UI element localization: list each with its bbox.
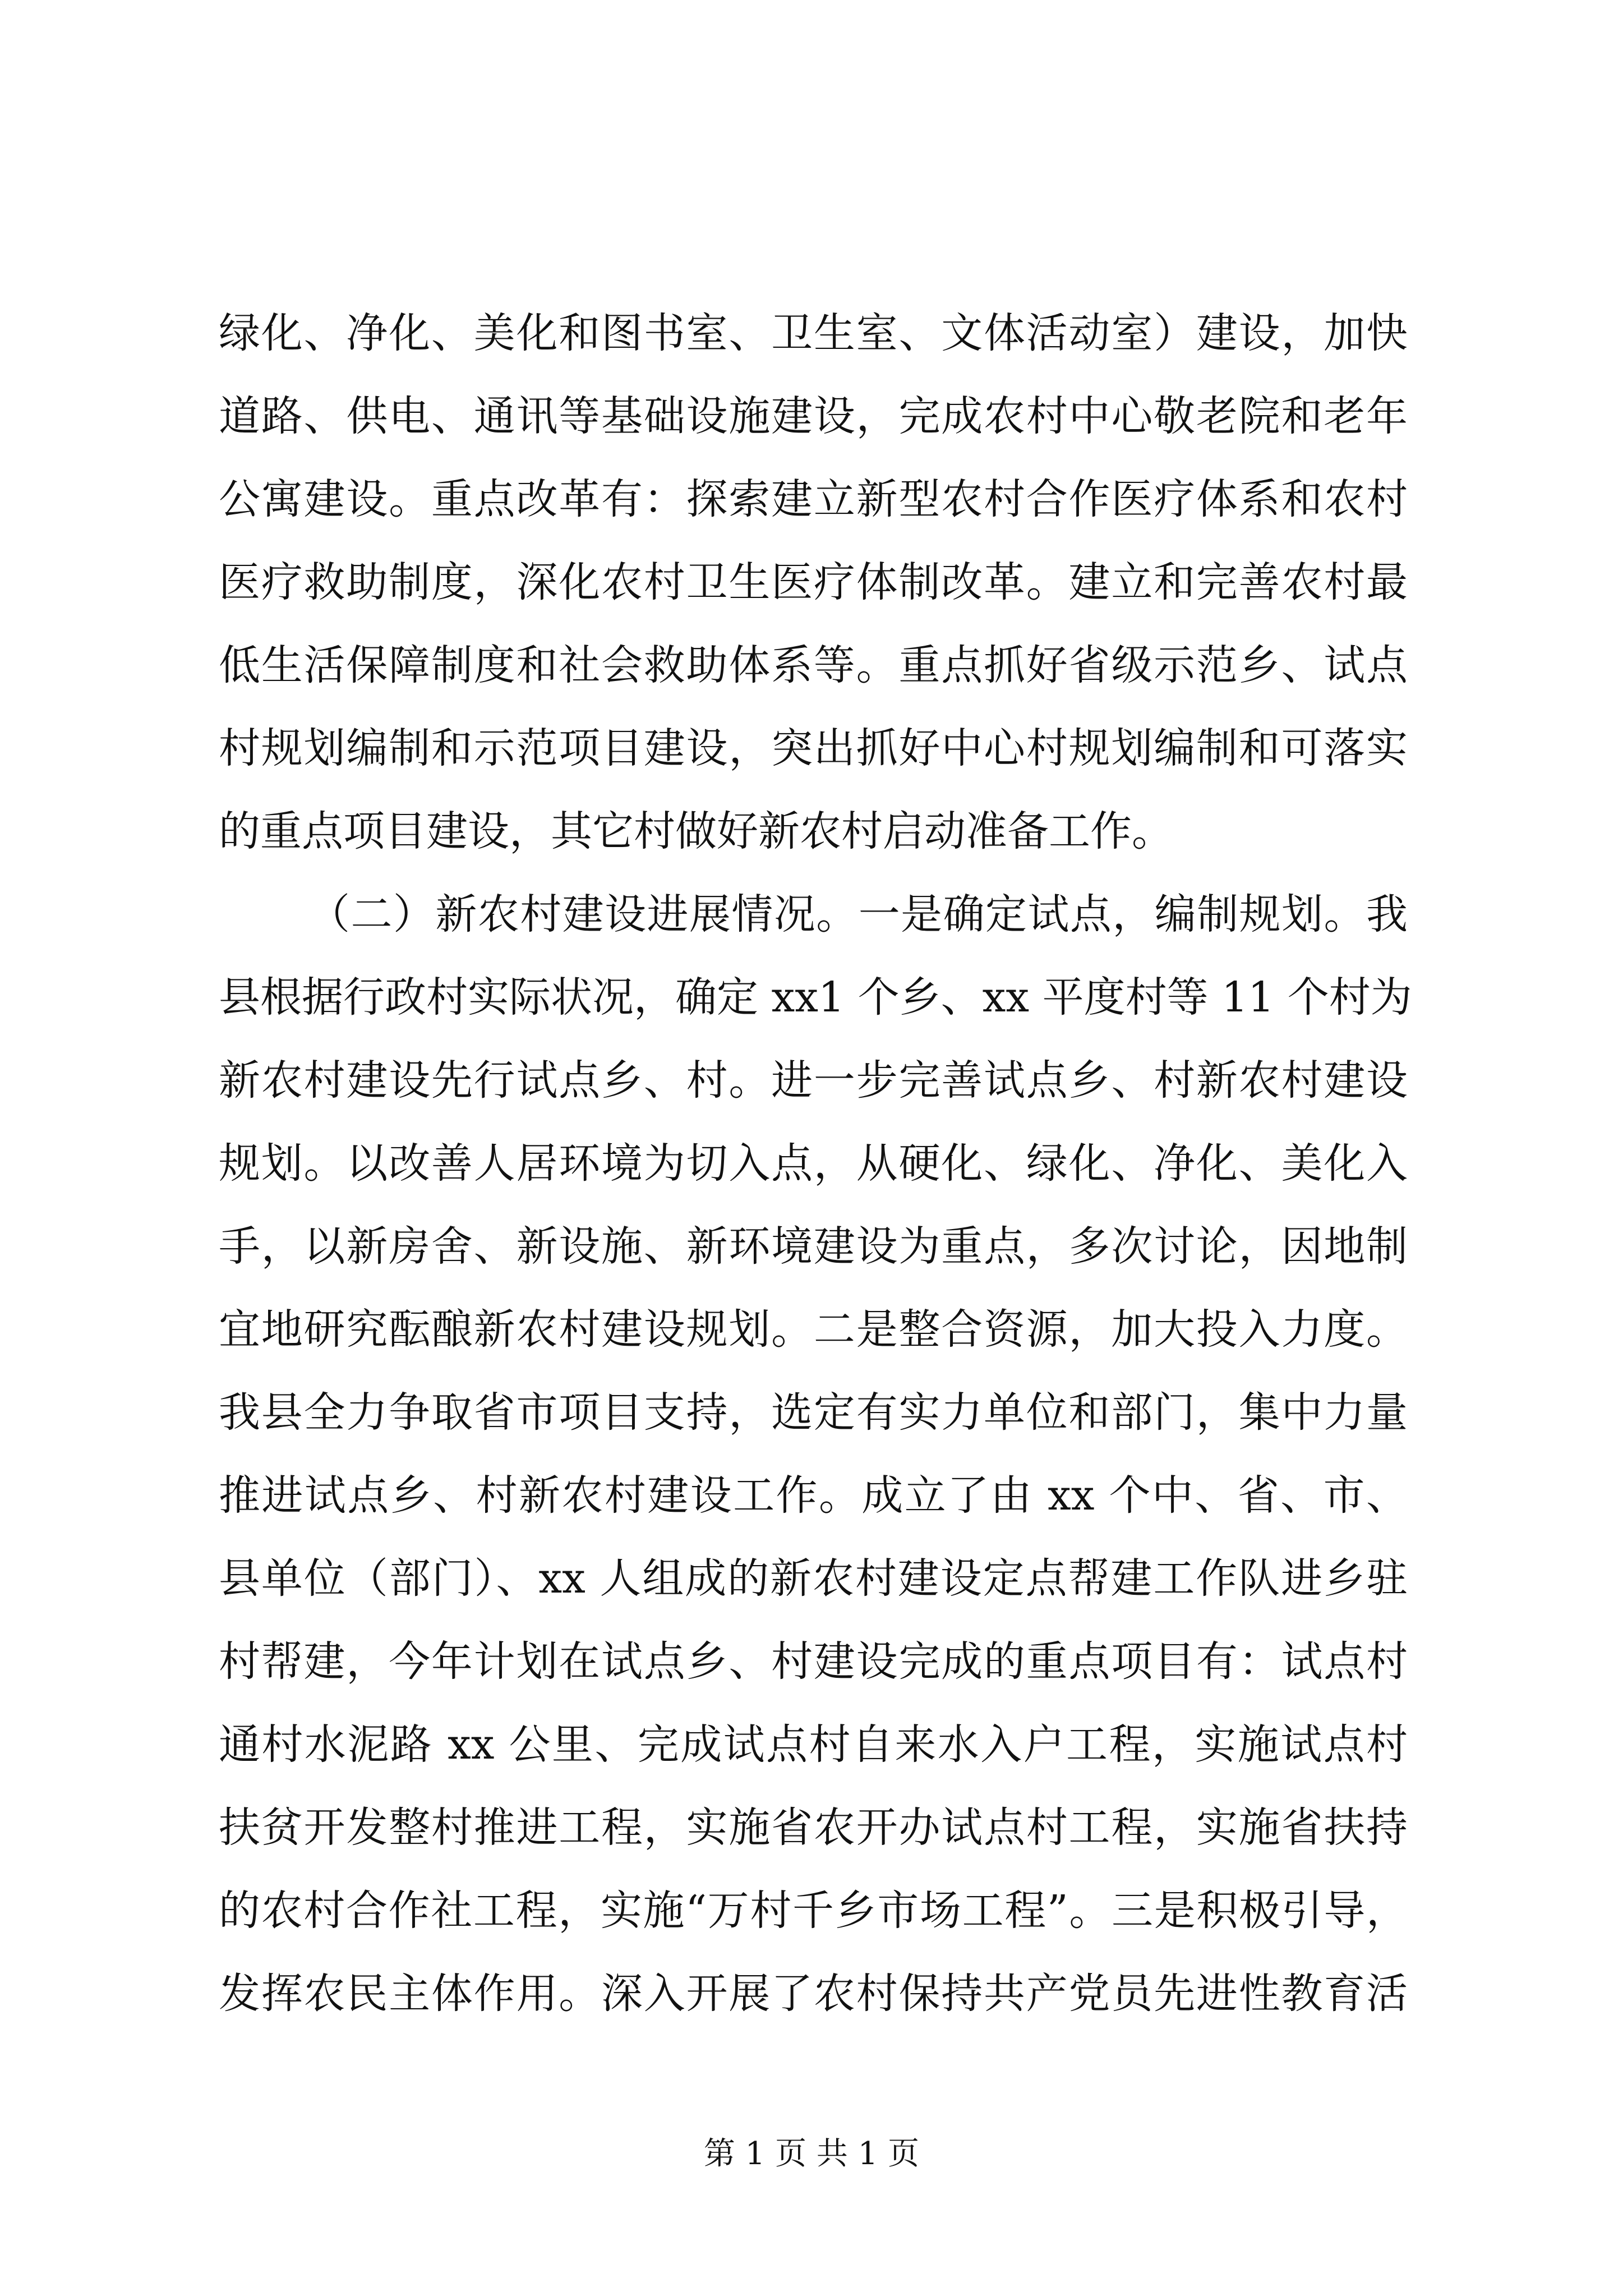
text-line: 推进试点乡、村新农村建设工作。成立了由 xx 个中、省、市、: [219, 1471, 1408, 1520]
text-line: 村帮建，今年计划在试点乡、村建设完成的重点项目有：试点村: [219, 1637, 1408, 1686]
text-line: 发挥农民主体作用。深入开展了农村保持共产党员先进性教育活: [219, 1970, 1408, 2018]
paragraph-1: [219, 292, 1408, 873]
text-line: 绿化、净化、美化和图书室、卫生室、文体活动室）建设，加快: [219, 309, 1408, 357]
text-line: 我县全力争取省市项目支持，选定有实力单位和部门，集中力量: [219, 1388, 1408, 1437]
text-line: 手，以新房舍、新设施、新环境建设为重点，多次讨论，因地制: [219, 1222, 1408, 1271]
paragraph-2: [219, 873, 1412, 2035]
text-line: 县单位（部门）、xx 人组成的新农村建设定点帮建工作队进乡驻: [219, 1554, 1408, 1603]
text-line: 通村水泥路 xx 公里、完成试点村自来水入户工程，实施试点村: [219, 1720, 1408, 1769]
text-line: 公寓建设。重点改革有：探索建立新型农村合作医疗体系和农村: [219, 475, 1408, 523]
document-body: [219, 292, 1412, 2035]
text-line: 扶贫开发整村推进工程，实施省农开办试点村工程，实施省扶持: [219, 1803, 1408, 1852]
text-line: 新农村建设先行试点乡、村。进一步完善试点乡、村新农村建设: [219, 1056, 1408, 1105]
text-line: 低生活保障制度和社会救助体系等。重点抓好省级示范乡、试点: [219, 641, 1408, 689]
text-line: 道路、供电、通讯等基础设施建设，完成农村中心敬老院和老年: [219, 392, 1408, 440]
text-line: 村规划编制和示范项目建设，突出抓好中心村规划编制和可落实: [219, 724, 1408, 772]
text-line: 宜地研究酝酿新农村建设规划。二是整合资源，加大投入力度。: [219, 1305, 1408, 1354]
text-line: （二）新农村建设进展情况。一是确定试点，编制规划。我: [308, 890, 1408, 938]
text-line: 的农村合作社工程，实施“万村千乡市场工程”。三是积极引导，: [219, 1887, 1408, 1935]
text-line: 县根据行政村实际状况，确定 xx1 个乡、xx 平度村等 11 个村为: [219, 973, 1412, 1022]
text-line: 规划。以改善人居环境为切入点，从硬化、绿化、净化、美化入: [219, 1139, 1408, 1188]
page-number-footer: 第 1 页 共 1 页: [703, 2136, 920, 2172]
text-line: 的重点项目建设，其它村做好新农村启动准备工作。: [219, 807, 1173, 855]
text-line: 医疗救助制度，深化农村卫生医疗体制改革。建立和完善农村最: [219, 558, 1408, 606]
